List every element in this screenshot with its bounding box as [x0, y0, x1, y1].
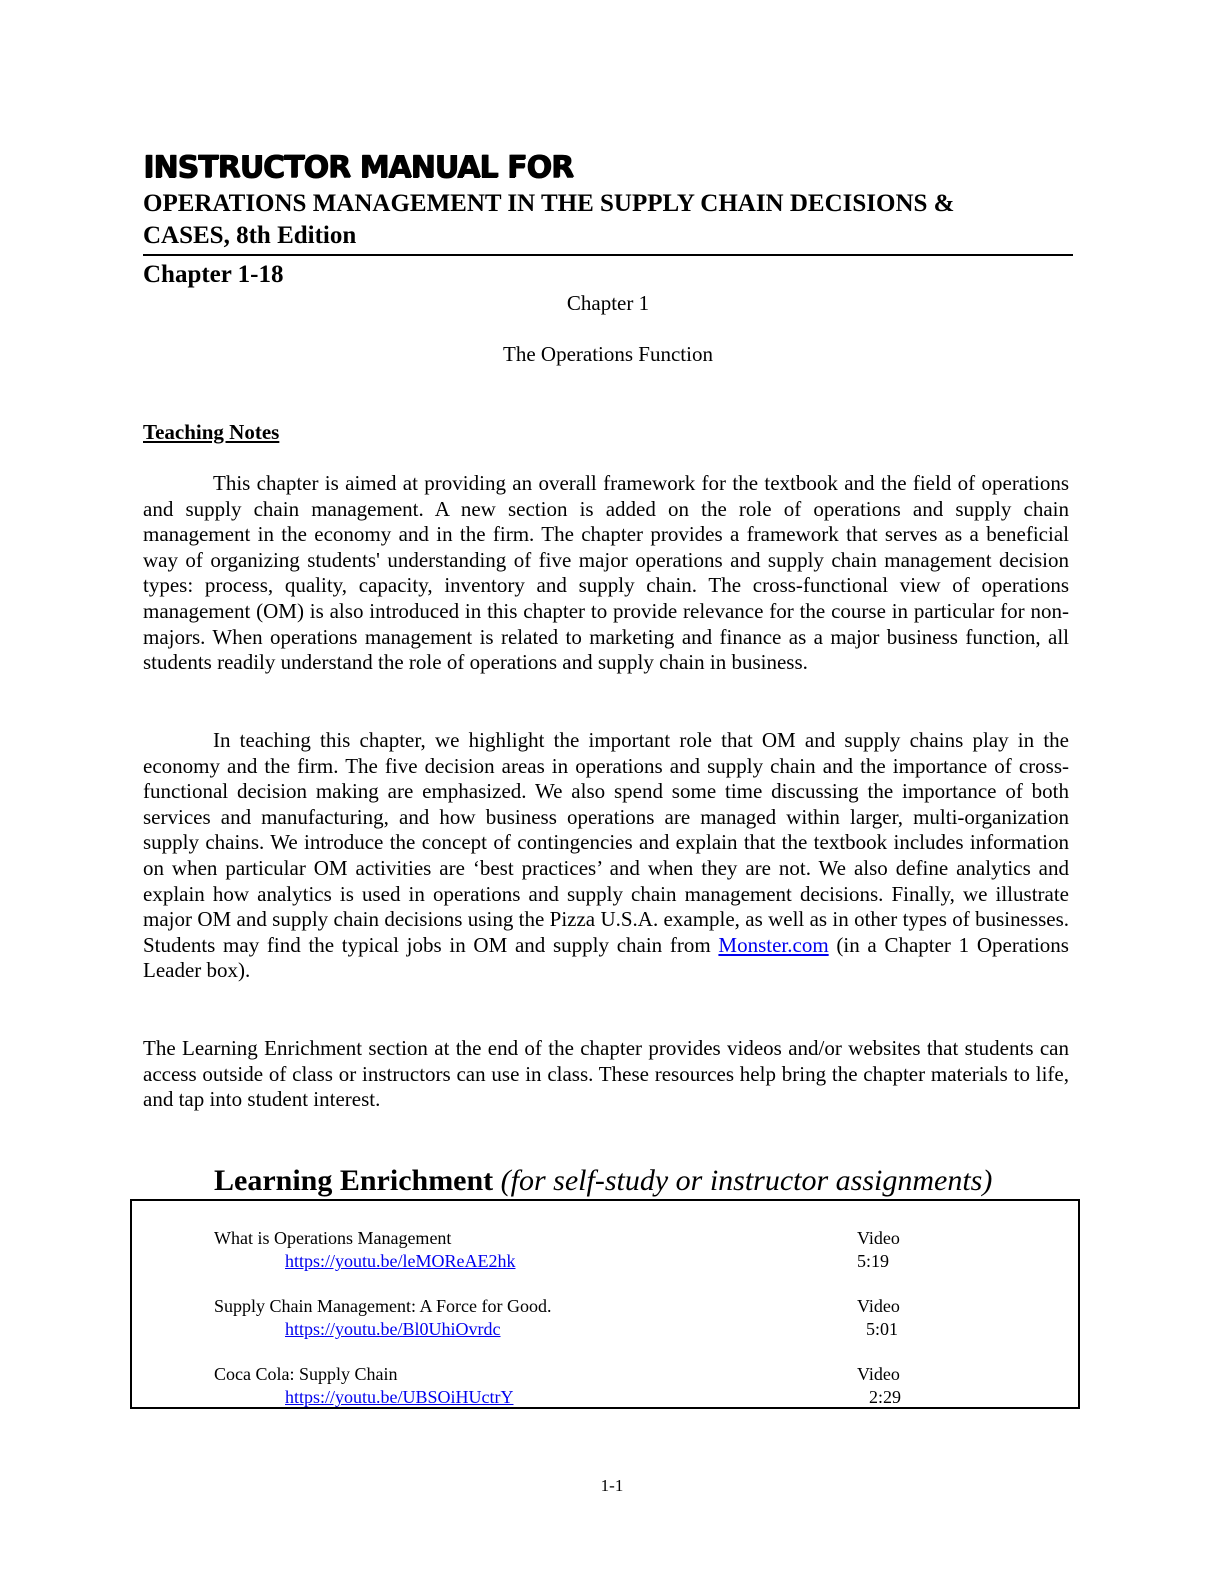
resource-title: Coca Cola: Supply Chain [214, 1364, 398, 1384]
teaching-notes-paragraph-2 [143, 728, 1069, 984]
learning-enrichment-title: Learning Enrichment [214, 1164, 494, 1197]
page-number: 1-1 [600, 1476, 624, 1495]
learning-enrichment-subtitle: (for self-study or instructor assignments) [500, 1164, 993, 1197]
teaching-notes-heading: Teaching Notes [143, 420, 280, 444]
chapter-title: The Operations Function [503, 342, 713, 366]
resource-title: What is Operations Management [214, 1228, 452, 1248]
teaching-notes-paragraph-3: The Learning Enrichment section at the end of the chapter provides videos and/or websites that students can access outside of class or instructors can use in class. These resources help bring the chapter materials to life, and tap into student interest. [143, 1036, 1069, 1112]
resource-link[interactable]: https://youtu.be/UBSOiHUctrY [285, 1387, 514, 1407]
document-header [143, 148, 1073, 292]
chapter-range: Chapter 1-18 [143, 261, 284, 288]
learning-enrichment-heading [214, 1164, 992, 1198]
book-title [143, 188, 1073, 252]
resource-link[interactable]: https://youtu.be/leMOReAE2hk [285, 1251, 516, 1271]
monster-link[interactable]: Monster.com [718, 932, 829, 957]
resource-type: Video [857, 1228, 900, 1248]
resource-length: 5:19 [857, 1251, 890, 1271]
paragraph-2-text-end: (in a Chapter 1 Operations Leader box). [143, 932, 1069, 983]
resource-type: Video [857, 1296, 900, 1316]
teaching-notes-paragraph-1: This chapter is aimed at providing an overall framework for the textbook and the field of operations and supply chain management. A new section is added on the role of operations and supply chain management in the economy and in the firm. The chapter provides a framework that serves as a beneficial way of organizing students' understanding of five major operations and supply chain management decision types: process, quality, capacity, inventory and supply chain. The cross-functional view of operations management (OM) is also introduced in this chapter to provide relevance for the course in particular for non-majors. When operations management is related to marketing and finance as a major business function, all students readily understand the role of operations and supply chain in business. [143, 471, 1069, 675]
resource-table [130, 1199, 1080, 1409]
resource-type: Video [857, 1364, 900, 1384]
book-title-line-1: OPERATIONS MANAGEMENT IN THE SUPPLY CHAIN DECISIONS & [143, 190, 955, 217]
header-divider [143, 254, 1073, 256]
book-title-line-2: CASES, 8th Edition [143, 222, 357, 249]
manual-title: INSTRUCTOR MANUAL FOR [143, 150, 573, 185]
resource-length: 2:29 [869, 1387, 902, 1407]
resource-length: 5:01 [866, 1319, 899, 1339]
chapter-label: Chapter 1 [566, 291, 650, 315]
resource-title: Supply Chain Management: A Force for Good. [214, 1296, 552, 1316]
paragraph-2-text: In teaching this chapter, we highlight the important role that OM and supply chains play in the economy and the firm. The five decision areas in operations and supply chain and the importance of cross-functional decision making are emphasized. We also spend some time discussing the importance of both services and manufacturing, and how business operations are managed within larger, multi-organization supply chains. We introduce the concept of contingencies and explain that the textbook includes information on when particular OM activities are ‘best practices’ and when they are not. We also define analytics and explain how analytics is used in operations and supply chain management decisions. Finally, we illustrate major OM and supply chain decisions using the Pizza U.S.A. example, as well as in other types of businesses. Students may find the typical jobs in OM and supply chain from [143, 728, 1069, 957]
resource-link[interactable]: https://youtu.be/Bl0UhiOvrdc [285, 1319, 501, 1339]
